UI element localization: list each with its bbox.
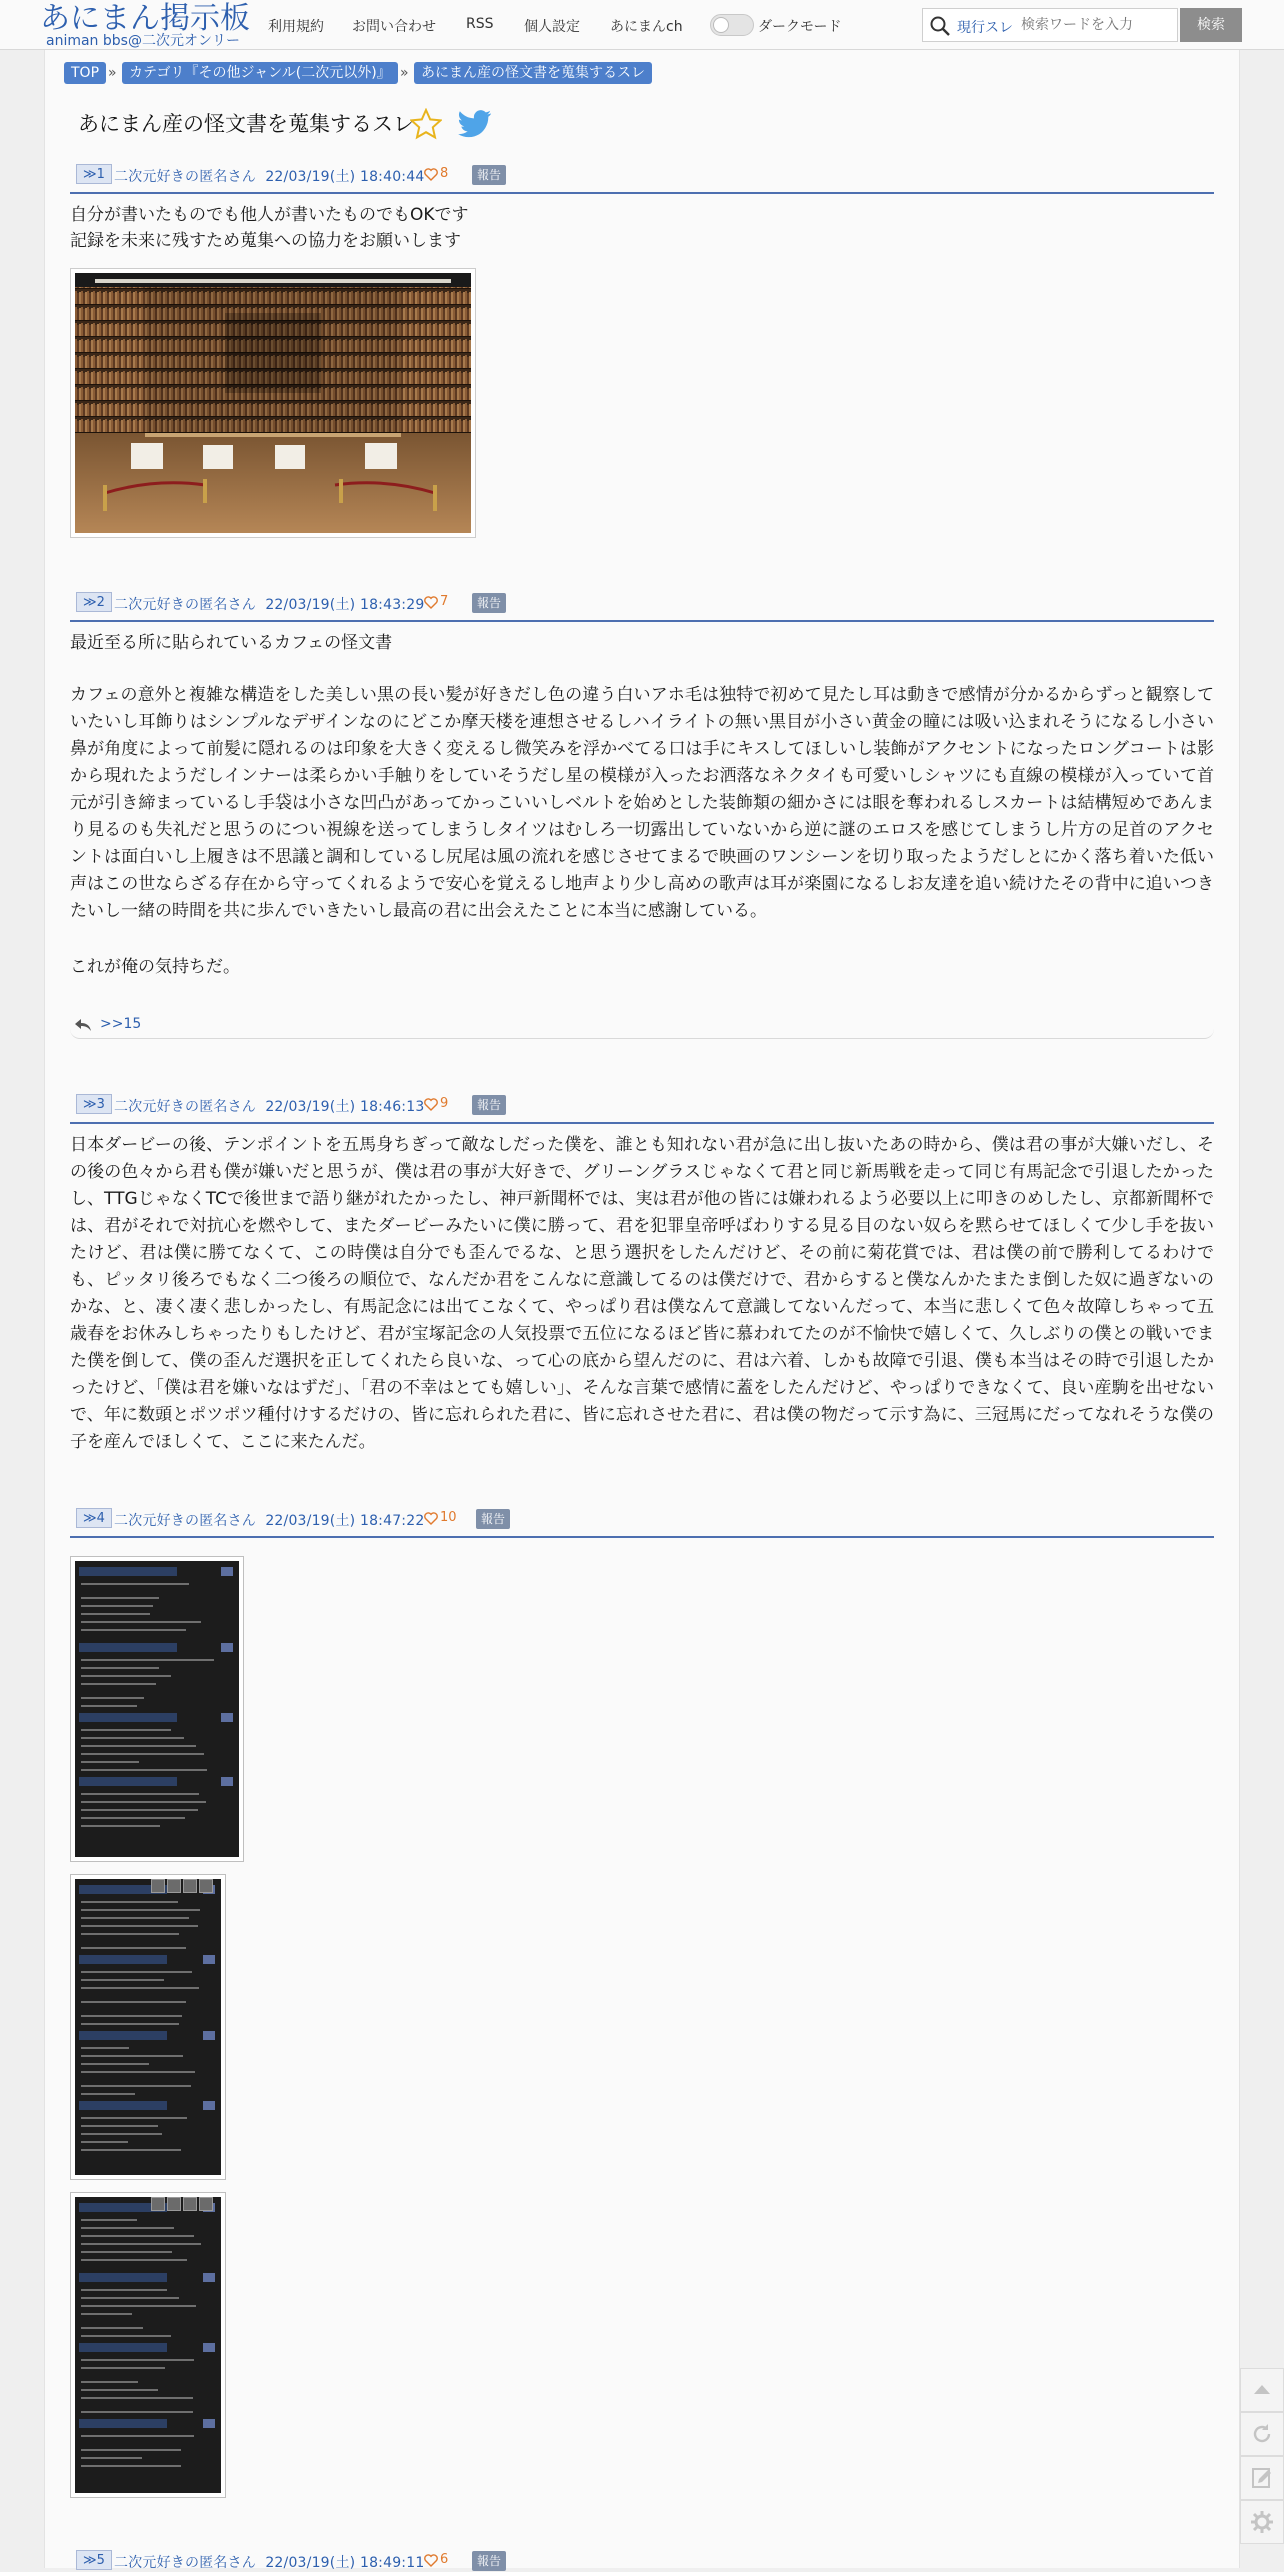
screenshot-text-line — [81, 2001, 186, 2003]
screenshot-post-header — [79, 2101, 167, 2110]
screenshot-text-line — [81, 2457, 142, 2459]
post-number[interactable]: ≫1 — [76, 164, 112, 184]
nav-animanch-link[interactable]: あにまんch — [610, 19, 683, 35]
post-heading: 最近至る所に貼られているカフェの怪文書 — [70, 633, 393, 653]
poster-name: 二次元好きの匿名さん — [114, 169, 256, 185]
post-divider — [70, 192, 1214, 194]
post-body: 日本ダービーの後、テンポイントを五馬身ちぎって敵なしだった僕を、誰とも知れない君が急に出し抜いたあの時から、僕は君の事が大嫌いだし、その後の色々から君も僕が嫌いだと思うが、僕は君の事が大好きで、グリーングラスじゃなくて君と同じ新馬戦を走って同じ有馬記念で引退したかったし、TTGじゃなくTCで後世まで語り継がれたかったし、神戸新聞杯では、実は君が他の皆には嫌われるよう必要以上に叩きのめしたし、京都新聞杯では、君がそれで対抗心を燃やして、またダービーみたいに僕に勝って、君を犯罪皇帝呼ばわりする見る目のない奴らを黙らせてほしくて少し手を抜いたけど、君は僕に勝てなくて、この時僕は自分でも歪んでるな、と思う選択をしたんだけど、その前に菊花賞では、君は僕の前で勝利してるわけでも、ピッタリ後ろでもなく二つ後ろの順位で、なんだか君をこんなに意識してるのは僕だけで、君からすると僕なんかたまたま倒した奴に過ぎないのかな、と、凄く凄く悲しかったし、有馬記念には出てこなくて、やっぱり君は僕なんて意識してないんだって、本当に悲しくて色々故障しちゃって五歳春をお休みしちゃったりもしたけど、君が宝塚記念の人気投票で五位になるほど皆に慕われてたのが不愉快で嬉しくて、久しぶりの僕との戦いでまた僕を倒して、僕の歪んだ選択を正してくれたら良いな、って心の底から望んだのに、君は六着、しかも故障で引退、僕も本当はその時で引退したかったけど、「僕は君を嫌いなはずだ」、「君の不幸はとても嬉しい」、そんな言葉で感情に蓋をしたんだけど、やっぱりできなくて、良い産駒を出せないで、年に数頭とポツポツ種付けするだけの、皆に忘れられた君に、皆に忘れさせた君に、君は僕の物だって示す為に、三冠馬にだってなれそうな僕の子を産んでほしくて、ここに来たんだ。 — [70, 1135, 1214, 1452]
post-header — [70, 164, 1214, 186]
screenshot-toolbar-button — [151, 2197, 165, 2211]
screenshot-thumbnail-1[interactable] — [70, 1556, 244, 1862]
screenshot-report-tag — [203, 2031, 215, 2040]
screenshot-thumbnail-2[interactable] — [70, 1874, 226, 2180]
screenshot-text-line — [81, 1629, 186, 1631]
screenshot-text-line — [81, 1809, 198, 1811]
scroll-top-button[interactable] — [1240, 2368, 1284, 2412]
screenshot-text-line — [81, 2149, 181, 2151]
report-button[interactable]: 報告 — [472, 1095, 506, 1115]
logo-subtitle[interactable]: animan bbs@二次元オンリー — [46, 33, 240, 49]
screenshot-text-line — [81, 1979, 164, 1981]
library-photo-image — [75, 273, 471, 533]
screenshot-post-header — [79, 2031, 167, 2040]
reply-footer — [70, 1012, 1214, 1039]
heart-icon[interactable] — [424, 1512, 438, 1525]
post-text-line: 記録を未来に残すため蒐集への協力をお願いします — [70, 231, 461, 251]
screenshot-text-line — [81, 1925, 198, 1927]
breadcrumb-separator: » — [400, 65, 409, 81]
post-divider — [70, 620, 1214, 622]
dark-mode-label: ダークモード — [758, 19, 842, 35]
screenshot-image — [75, 1561, 239, 1857]
screenshot-text-line — [81, 2465, 181, 2467]
screenshot-text-line — [81, 1659, 214, 1661]
search-button[interactable]: 検索 — [1180, 8, 1242, 42]
site-logo[interactable] — [40, 2, 250, 50]
screenshot-text-line — [81, 2313, 132, 2315]
screenshot-text-line — [81, 2297, 179, 2299]
post-closing: これが俺の気持ちだ。 — [70, 957, 240, 977]
screenshot-text-line — [81, 2259, 187, 2261]
screenshot-text-line — [81, 1667, 159, 1669]
heart-icon[interactable] — [424, 2554, 438, 2567]
screenshot-text-line — [81, 1613, 150, 1615]
screenshot-post-header — [79, 1777, 177, 1786]
breadcrumb-top[interactable]: TOP — [64, 62, 106, 84]
post-datetime: 22/03/19(土) 18:43:29 — [265, 597, 425, 613]
screenshot-report-tag — [203, 1955, 215, 1964]
screenshot-text-line — [81, 1745, 196, 1747]
post-divider — [70, 1122, 1214, 1124]
screenshot-text-line — [81, 1901, 178, 1903]
screenshot-text-line — [81, 1675, 171, 1677]
screenshot-text-line — [81, 2389, 158, 2391]
post-divider — [70, 1536, 1214, 1538]
screenshot-text-line — [81, 1817, 185, 1819]
like-count: 8 — [440, 166, 449, 181]
poster-name: 二次元好きの匿名さん — [114, 1099, 256, 1115]
screenshot-text-line — [81, 1697, 144, 1699]
screenshot-text-line — [81, 2063, 149, 2065]
post-body: カフェの意外と複雑な構造をした美しい黒の長い髪が好きだし色の違う白いアホ毛は独特で初めて見たし耳は動きで感情が分かるからずっと観察していたいし耳飾りはシンプルなデザインなのにどこか摩天楼を連想させるしハイライトの無い黒目が小さい黄金の瞳には吸い込まれそうになるし小さい鼻が角度によって前髪に隠れるのは印象を大きく変えるし微笑みを浮かべてる口は手にキスしてほしいし装飾がアクセントになったロングコートは影から現れたようだしインナーは柔らかい手触りをしていそうだし星の模様が入ったお洒落なネクタイも可愛いしシャツにも直線の模様が入っていて首元が引き締まっているし手袋は小さな凹凸があってかっこいいしベルトを始めとした装飾類の細かさには眼を奪われるしスカートは結構短めであんまり見るのも失礼だと思うのについ視線を送ってしまうしタイツはむしろ一切露出していないから逆に謎のエロスを感じてしまうし片方の足首のアクセントは面白いし上履きは不思議と調和しているし尻尾は風の流れを感じさせてまるで映画のワンシーンを切り取ったようだしとにかく落ち着いた低い声はこの世ならざる存在から守ってくれるようで安心を覚えるし地声より少し高めの歌声は耳が楽園になるしお友達を追い続けたその背中に追いつきたいし一緒の時間を共に歩んでいきたいし最高の君に出会えたことに本当に感謝している。 — [70, 685, 1214, 921]
settings-button[interactable] — [1240, 2500, 1284, 2544]
arrow-up-icon — [1250, 2378, 1274, 2402]
like-count: 7 — [440, 594, 449, 609]
screenshot-text-line — [81, 2251, 172, 2253]
screenshot-text-line — [81, 2411, 193, 2413]
heart-icon[interactable] — [424, 1098, 438, 1111]
favorite-star-icon[interactable] — [410, 108, 442, 140]
screenshot-toolbar-button — [151, 1879, 165, 1893]
post-datetime: 22/03/19(土) 18:47:22 — [265, 1513, 425, 1529]
write-button[interactable] — [1240, 2456, 1284, 2500]
poster-name: 二次元好きの匿名さん — [114, 597, 256, 613]
post-text-line: 自分が書いたものでも他人が書いたものでもOKです — [70, 205, 469, 225]
screenshot-text-line — [81, 1793, 199, 1795]
screenshot-report-tag — [221, 1643, 233, 1652]
screenshot-report-tag — [221, 1567, 233, 1576]
screenshot-report-tag — [221, 1713, 233, 1722]
screenshot-text-line — [81, 2381, 138, 2383]
poster-name: 二次元好きの匿名さん — [114, 2555, 256, 2571]
breadcrumb-thread[interactable]: あにまん産の怪文書を蒐集するスレ — [414, 62, 652, 84]
poster-name-date — [114, 2552, 424, 2572]
poster-name: 二次元好きの匿名さん — [114, 1513, 256, 1529]
screenshot-toolbar-button — [199, 2197, 213, 2211]
screenshot-text-line — [81, 1761, 139, 1763]
screenshot-text-line — [81, 2305, 196, 2307]
breadcrumb-category[interactable]: カテゴリ『その他ジャンル(二次元以外)』 — [122, 62, 398, 84]
screenshot-thumbnail-3[interactable] — [70, 2192, 226, 2498]
report-button[interactable]: 報告 — [472, 593, 506, 613]
like-count: 9 — [440, 1096, 449, 1111]
post-header — [70, 1508, 1214, 1530]
screenshot-text-line — [81, 1947, 186, 1949]
toggle-knob — [713, 17, 729, 33]
post-header — [70, 592, 1214, 614]
screenshot-text-line — [81, 2055, 183, 2057]
post-header — [70, 2550, 1214, 2572]
screenshot-text-line — [81, 2227, 174, 2229]
screenshot-toolbar-button — [183, 2197, 197, 2211]
logo-title[interactable]: あにまん掲示板 — [40, 1, 250, 36]
screenshot-toolbar-button — [199, 1879, 213, 1893]
post-datetime: 22/03/19(土) 18:46:13 — [265, 1099, 425, 1115]
reply-arrow-icon — [74, 1018, 92, 1032]
screenshot-text-line — [81, 1683, 156, 1685]
screenshot-text-line — [81, 1801, 206, 1803]
screenshot-toolbar-button — [183, 1879, 197, 1893]
screenshot-text-line — [81, 2117, 187, 2119]
reload-button[interactable] — [1240, 2412, 1284, 2456]
top-bar — [0, 0, 1284, 50]
screenshot-text-line — [81, 1933, 179, 1935]
heart-icon[interactable] — [424, 596, 438, 609]
screenshot-text-line — [81, 1621, 201, 1623]
reply-anchor-link[interactable]: >>15 — [100, 1016, 142, 1032]
screenshot-post-header — [79, 2343, 167, 2352]
screenshot-post-header — [79, 2273, 167, 2282]
screenshot-text-line — [81, 2093, 135, 2095]
screenshot-post-header — [79, 1643, 177, 1652]
screenshot-report-tag — [203, 2419, 215, 2428]
screenshot-text-line — [81, 2367, 165, 2369]
twitter-share-icon[interactable] — [458, 110, 492, 138]
screenshot-text-line — [81, 2047, 129, 2049]
post-number[interactable]: ≫5 — [76, 2550, 112, 2570]
search-input[interactable] — [1021, 13, 1171, 37]
screenshot-text-line — [81, 1909, 200, 1911]
screenshot-text-line — [81, 1597, 159, 1599]
thread-title: あにまん産の怪文書を蒐集するスレ — [78, 112, 414, 136]
screenshot-text-line — [81, 2023, 179, 2025]
screenshot-text-line — [81, 1769, 207, 1771]
screenshot-report-tag — [203, 2101, 215, 2110]
post-number[interactable]: ≫4 — [76, 1508, 112, 1528]
report-button[interactable]: 報告 — [472, 165, 506, 185]
search-scope-selector[interactable]: 現行スレ — [957, 20, 1013, 36]
breadcrumb-separator: » — [108, 65, 117, 81]
post-number[interactable]: ≫3 — [76, 1094, 112, 1114]
screenshot-text-line — [81, 2133, 162, 2135]
screenshot-image — [75, 1879, 221, 2175]
screenshot-text-line — [81, 1825, 160, 1827]
screenshot-text-line — [81, 2327, 143, 2329]
reload-icon — [1250, 2422, 1274, 2446]
like-count: 10 — [440, 1510, 457, 1525]
screenshot-text-line — [81, 2141, 128, 2143]
library-photo[interactable] — [70, 268, 476, 538]
screenshot-image — [75, 2197, 221, 2493]
screenshot-toolbar-button — [167, 1879, 181, 1893]
poster-name-date — [114, 1510, 424, 1530]
report-button[interactable]: 報告 — [472, 2551, 506, 2571]
screenshot-text-line — [81, 1753, 204, 1755]
screenshot-text-line — [81, 1583, 189, 1585]
pencil-icon — [1250, 2466, 1274, 2490]
screenshot-text-line — [81, 2085, 191, 2087]
gear-icon — [1250, 2510, 1274, 2534]
like-count: 6 — [440, 2552, 449, 2567]
screenshot-text-line — [81, 2289, 167, 2291]
heart-icon[interactable] — [424, 168, 438, 181]
screenshot-toolbar-button — [167, 2197, 181, 2211]
post-datetime: 22/03/19(土) 18:49:11 — [265, 2555, 425, 2571]
report-button[interactable]: 報告 — [476, 1509, 510, 1529]
screenshot-text-line — [81, 2243, 201, 2245]
screenshot-text-line — [81, 2071, 195, 2073]
post-header — [70, 1094, 1214, 1116]
screenshot-text-line — [81, 2219, 137, 2221]
screenshot-report-tag — [221, 1777, 233, 1786]
nav-settings-link[interactable]: 個人設定 — [524, 19, 580, 35]
screenshot-post-header — [79, 1955, 167, 1964]
nav-contact-link[interactable]: お問い合わせ — [352, 19, 436, 35]
screenshot-text-line — [81, 1987, 199, 1989]
screenshot-text-line — [81, 1605, 153, 1607]
screenshot-text-line — [81, 2335, 171, 2337]
screenshot-text-line — [81, 2435, 194, 2437]
poster-name-date — [114, 1096, 424, 1116]
poster-name-date — [114, 594, 424, 614]
screenshot-text-line — [81, 2235, 194, 2237]
nav-rss-link[interactable]: RSS — [466, 16, 494, 32]
screenshot-report-tag — [203, 2273, 215, 2282]
screenshot-text-line — [81, 1705, 137, 1707]
screenshot-text-line — [81, 2449, 181, 2451]
poster-name-date — [114, 166, 424, 186]
search-icon — [929, 15, 951, 37]
nav-terms-link[interactable]: 利用規約 — [268, 19, 324, 35]
screenshot-post-header — [79, 1567, 177, 1576]
post-number[interactable]: ≫2 — [76, 592, 112, 612]
screenshot-text-line — [81, 1917, 189, 1919]
screenshot-text-line — [81, 2397, 193, 2399]
screenshot-post-header — [79, 2419, 167, 2428]
post-datetime: 22/03/19(土) 18:40:44 — [265, 169, 425, 185]
dark-mode-toggle[interactable] — [710, 14, 754, 36]
screenshot-text-line — [81, 1971, 192, 1973]
screenshot-text-line — [81, 1737, 184, 1739]
screenshot-post-header — [79, 1713, 177, 1722]
screenshot-text-line — [81, 2125, 158, 2127]
screenshot-report-tag — [203, 2343, 215, 2352]
screenshot-text-line — [81, 1729, 171, 1731]
screenshot-text-line — [81, 2359, 194, 2361]
screenshot-text-line — [81, 2015, 182, 2017]
search-box — [922, 8, 1178, 42]
